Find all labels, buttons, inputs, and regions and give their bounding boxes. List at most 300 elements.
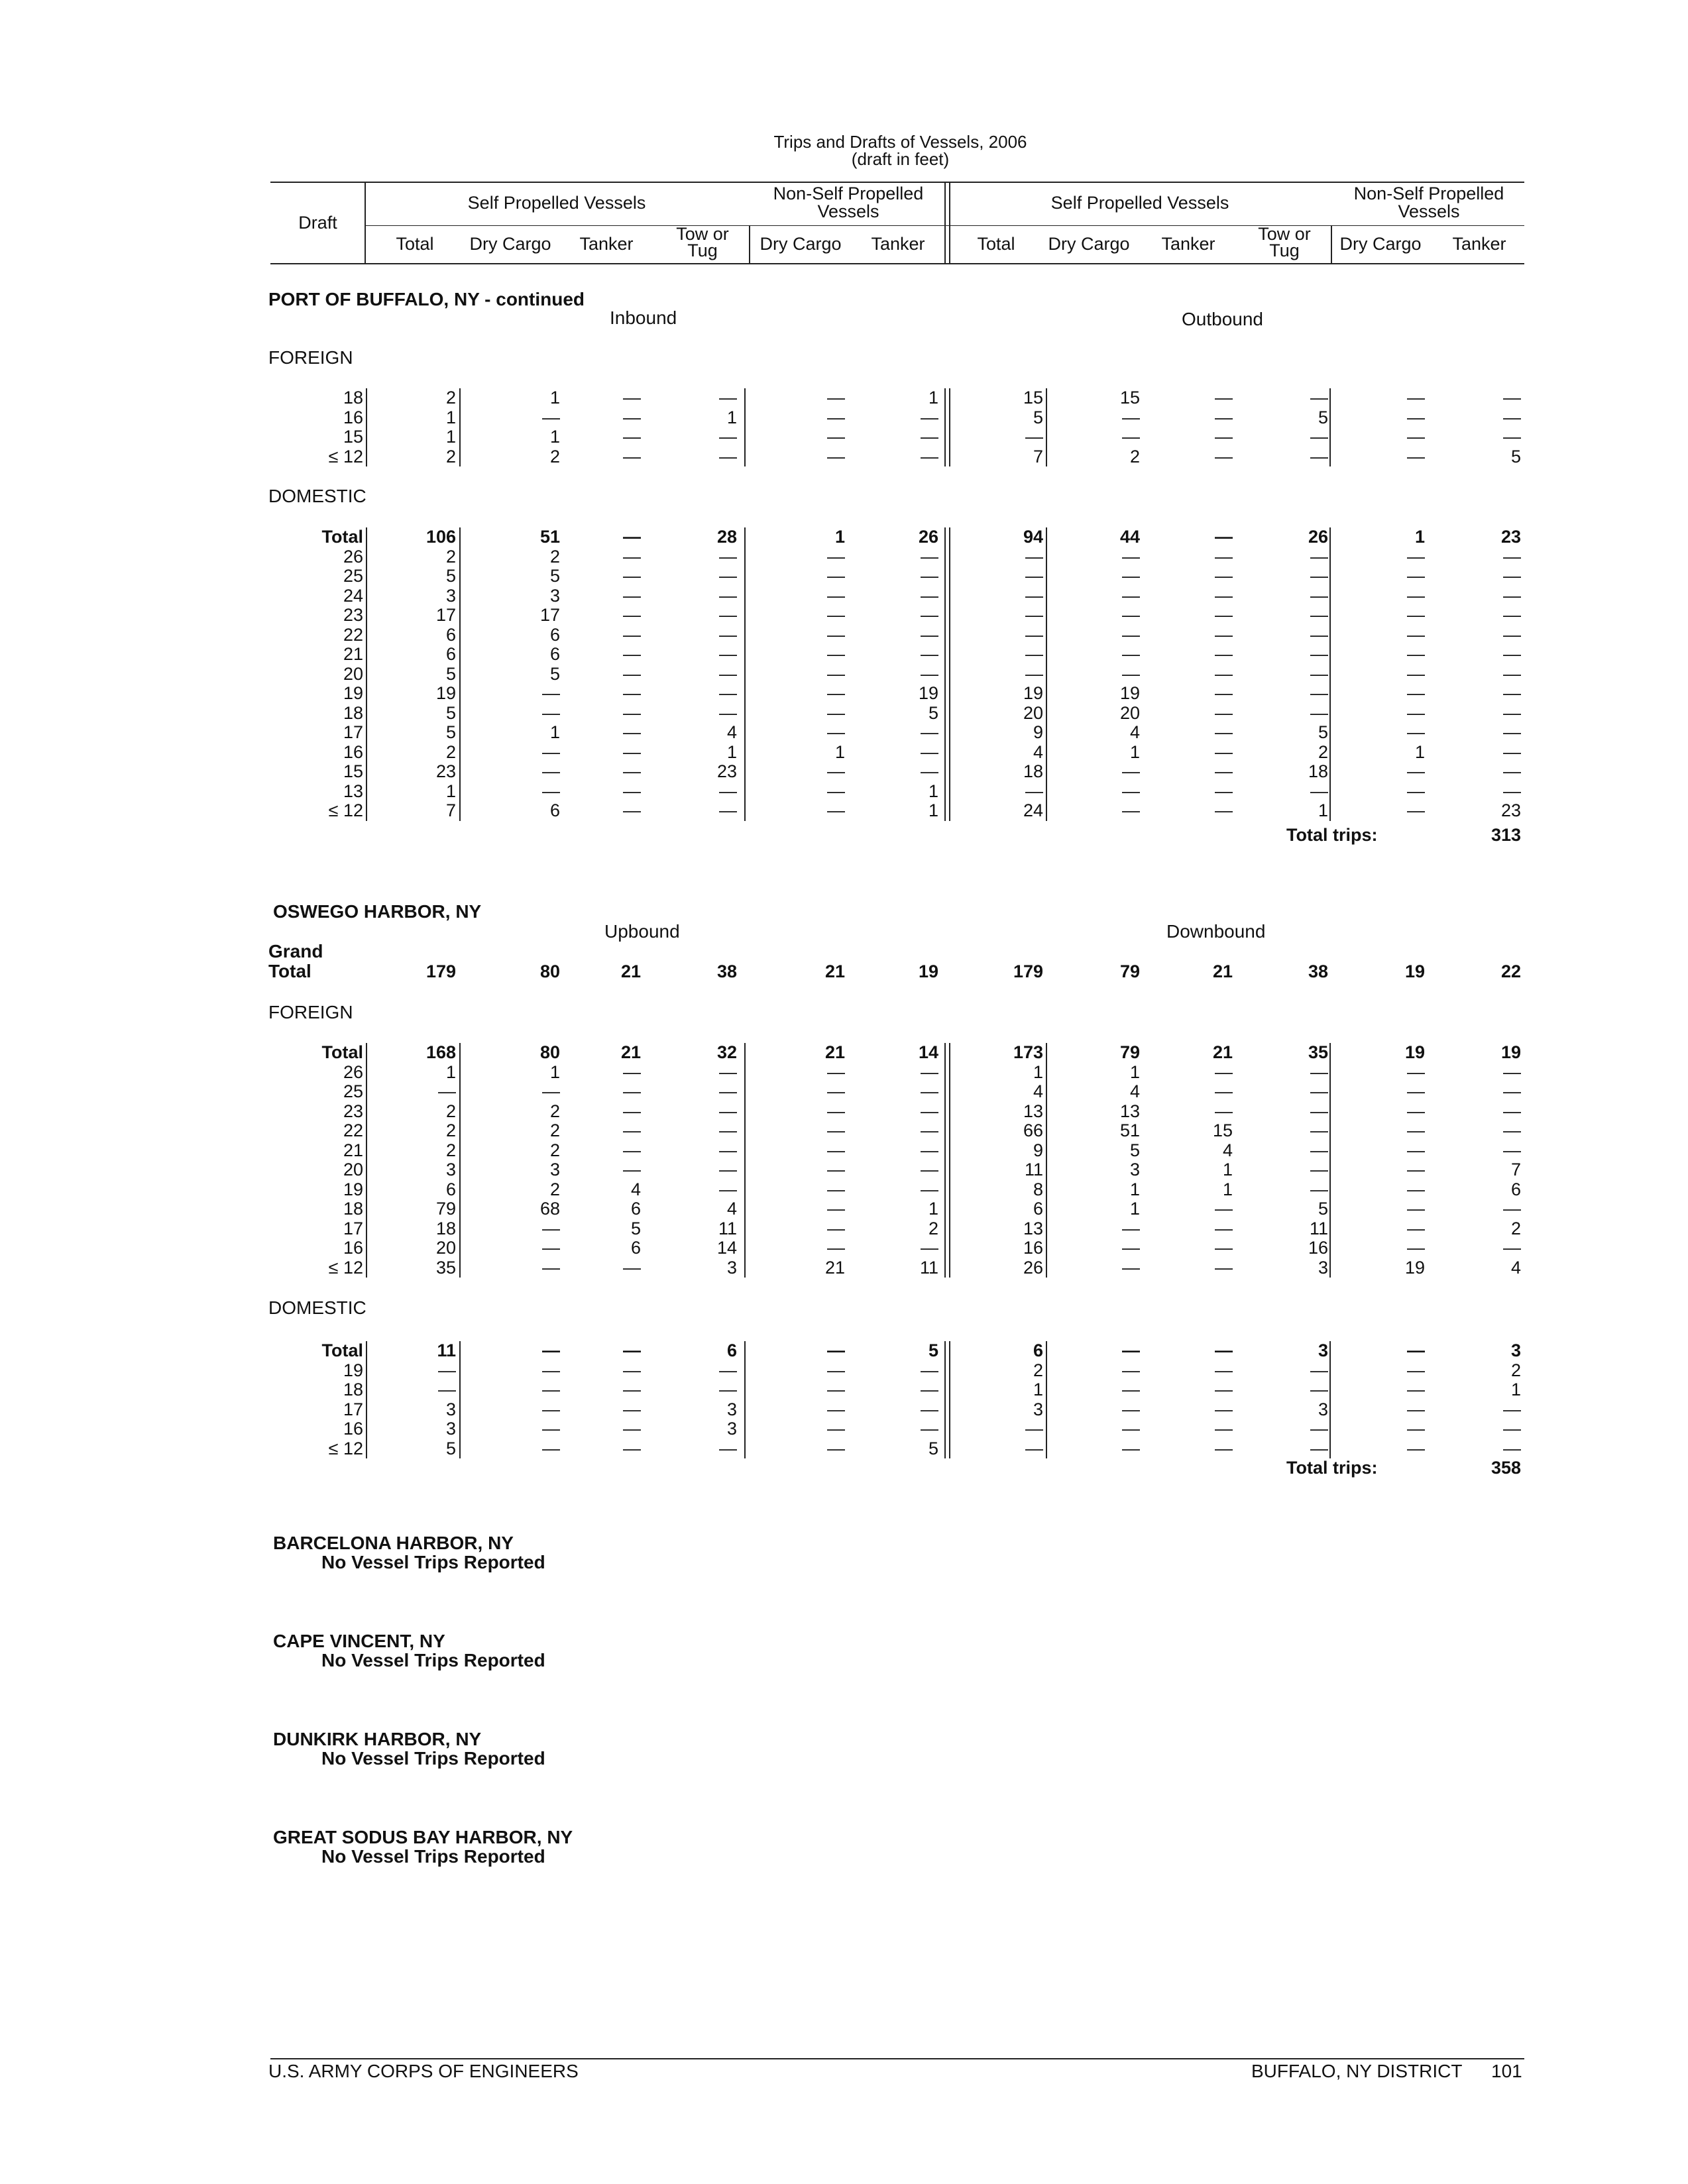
value-cell: 15 [1212,1120,1233,1140]
table-row [0,1258,1688,1278]
value-cell: — [921,1160,938,1179]
value-cell: — [1407,1101,1425,1121]
value-cell: 6 [445,644,456,664]
value-cell: 1 [445,1062,456,1082]
oswego-foreign-separator [1329,1043,1331,1278]
value-cell: — [827,781,845,801]
value-cell: — [438,1360,456,1380]
value-cell: — [623,683,641,703]
value-cell: 2 [445,388,456,408]
value-cell: — [1407,427,1425,447]
value-cell: 1 [445,781,456,801]
value-cell: 3 [445,1160,456,1179]
draft-cell: 15 [343,761,363,781]
value-cell: — [1407,1340,1425,1360]
value-cell: — [1407,566,1425,586]
draft-cell: 22 [343,1120,363,1140]
value-cell: — [1122,663,1140,684]
value-cell: — [1215,761,1233,781]
header-top-rule [270,182,1524,183]
footer-rule [270,2058,1524,2059]
value-cell: — [623,761,641,781]
table-row [0,704,1688,723]
value-cell: — [1407,683,1425,703]
value-cell: — [1407,1380,1425,1399]
draft-cell: 23 [343,605,363,625]
value-cell: 23 [716,761,737,781]
value-cell: 1 [834,527,845,547]
value-cell: 2 [549,446,560,466]
value-cell: — [827,566,845,586]
value-cell: — [719,1179,737,1199]
value-cell: 26 [1023,1257,1043,1278]
buffalo-foreign-separator [459,388,461,466]
value-cell: — [827,1238,845,1258]
value-cell: 1 [1222,1179,1233,1199]
value-cell: — [1215,800,1233,820]
value-cell: 6 [1033,1199,1043,1219]
draft-cell: 18 [343,702,363,723]
value-cell: — [827,1360,845,1380]
value-cell: — [827,446,845,466]
value-cell: — [1310,1120,1328,1140]
oswego-grand-label-1: Grand [268,941,323,961]
buffalo-total-trips-value: 313 [1491,825,1521,845]
value-cell: — [1407,781,1425,801]
table-row [0,606,1688,625]
value-cell: — [1122,1360,1140,1380]
value-cell: 16 [1023,1238,1043,1258]
value-cell: — [542,1218,560,1238]
value-cell: — [719,800,737,820]
value-cell: 17 [435,605,456,625]
draft-cell: 17 [343,722,363,742]
value-cell: 6 [549,800,560,820]
value-cell: — [1215,1419,1233,1439]
value-cell: — [1215,585,1233,606]
draft-cell: 21 [343,644,363,664]
value-cell: — [1407,388,1425,408]
value-cell: 2 [549,546,560,567]
value-cell: 2 [445,1120,456,1140]
oswego-upbound-label: Upbound [604,921,680,942]
value-cell: — [719,388,737,408]
value-cell: — [719,1380,737,1399]
value-cell: — [1215,1101,1233,1121]
value-cell: 5 [1318,722,1328,742]
table-row [0,801,1688,820]
table-row [0,1419,1688,1439]
value-cell: — [623,446,641,466]
value-cell: 4 [726,722,737,742]
value-cell: — [623,388,641,408]
value-cell: 6 [549,624,560,645]
value-cell: — [542,741,560,762]
table-row [0,567,1688,586]
value-cell: — [1407,1218,1425,1238]
column-header: Tow or Tug [1258,224,1311,260]
draft-cell: 25 [343,1081,363,1101]
value-cell: — [921,1360,938,1380]
value-cell: — [623,1257,641,1278]
value-cell: 19 [1404,1257,1425,1278]
value-cell: — [827,1399,845,1419]
value-cell: — [1122,1340,1140,1360]
value-cell: — [921,1179,938,1199]
footer-left: U.S. ARMY CORPS OF ENGINEERS [268,2061,579,2081]
value-cell: — [719,624,737,645]
value-cell: 11 [919,1257,938,1278]
value-cell: — [623,407,641,427]
value-cell: 80 [539,1042,560,1062]
value-cell: 79 [1119,1042,1140,1062]
value-cell: — [623,427,641,447]
value-cell: 6 [726,1340,737,1360]
value-cell: — [1122,781,1140,801]
value-cell: — [1215,1218,1233,1238]
table-row [0,743,1688,762]
table-row [0,1160,1688,1179]
draft-cell: 16 [343,1419,363,1439]
value-cell: — [1122,427,1140,447]
column-header: Tanker [1452,234,1506,254]
value-cell: 106 [425,527,456,547]
value-cell: — [1407,722,1425,742]
draft-cell: 20 [343,1160,363,1179]
value-cell: — [921,1062,938,1082]
value-cell: 35 [435,1257,456,1278]
value-cell: 21 [824,1257,845,1278]
value-cell: — [1215,446,1233,466]
value-cell: — [921,546,938,567]
buffalo-foreign-label: FOREIGN [268,347,353,368]
value-cell: — [921,1399,938,1419]
value-cell: — [1215,1438,1233,1458]
value-cell: 1 [1414,741,1425,762]
value-cell: 2 [1033,1360,1043,1380]
value-cell: — [623,1101,641,1121]
harbor-status-cape-vincent: No Vessel Trips Reported [321,1650,545,1670]
value-cell: — [623,644,641,664]
value-cell: — [719,644,737,664]
value-cell: — [1310,585,1328,606]
value-cell: — [1215,1062,1233,1082]
value-cell: 1 [549,388,560,408]
oswego-domestic-separator [459,1341,461,1458]
value-cell: — [542,1399,560,1419]
value-cell: 68 [539,1199,560,1219]
value-cell: — [1310,1360,1328,1380]
value-cell: 4 [630,1179,641,1199]
value-cell: — [1310,1081,1328,1101]
value-cell: — [1122,566,1140,586]
table-row [0,1361,1688,1380]
value-cell: — [719,605,737,625]
value-cell: 1 [549,427,560,447]
value-cell: — [719,1120,737,1140]
value-cell: — [1503,407,1521,427]
draft-cell: 19 [343,683,363,703]
draft-cell: 13 [343,781,363,801]
oswego-domestic-separator [1046,1341,1047,1458]
value-cell: — [921,624,938,645]
value-cell: — [1215,741,1233,762]
value-cell: — [1122,1438,1140,1458]
value-cell: 7 [1510,1160,1521,1179]
value-cell: — [438,1081,456,1101]
value-cell: — [1215,546,1233,567]
header-bottom-rule [270,263,1524,264]
value-cell: — [827,427,845,447]
value-cell: — [1407,546,1425,567]
page-number: 101 [1491,2061,1522,2081]
value-cell: 7 [1033,446,1043,466]
value-cell: — [1503,702,1521,723]
value-cell: 4 [726,1199,737,1219]
oswego-domestic-label: DOMESTIC [268,1297,366,1318]
value-cell: — [623,1062,641,1082]
value-cell: 3 [1510,1340,1521,1360]
value-cell: — [1407,1360,1425,1380]
value-cell: — [921,427,938,447]
value-cell: — [542,1238,560,1258]
value-cell: — [827,388,845,408]
draft-cell: 16 [343,407,363,427]
value-cell: — [719,427,737,447]
value-cell: — [1407,446,1425,466]
table-row [0,1199,1688,1219]
table-row [0,1043,1688,1062]
header-draft: Draft [298,213,337,233]
value-cell: 1 [1318,800,1328,820]
value-cell: — [623,624,641,645]
value-cell: — [827,407,845,427]
value-cell: — [921,605,938,625]
value-cell: — [1503,624,1521,645]
value-cell: — [1310,427,1328,447]
value-cell: — [623,585,641,606]
value-cell: 20 [435,1238,456,1258]
buffalo-domestic-separator [944,527,950,821]
value-cell: — [719,1438,737,1458]
table-row [0,665,1688,684]
value-cell: 24 [1023,800,1043,820]
draft-cell: 25 [343,566,363,586]
value-cell: 5 [1318,407,1328,427]
value-cell: 6 [445,624,456,645]
value-cell: — [1503,1140,1521,1160]
value-cell: — [1503,585,1521,606]
value-cell: 168 [425,1042,456,1062]
column-header: Dry Cargo [469,234,551,254]
value-cell: — [623,1081,641,1101]
value-cell: — [1407,702,1425,723]
value-cell: — [1407,585,1425,606]
oswego-foreign-separator [459,1043,461,1278]
oswego-total-trips-value: 358 [1491,1458,1521,1478]
value-cell: 2 [445,1140,456,1160]
value-cell: 3 [726,1257,737,1278]
value-cell: 1 [1222,1160,1233,1179]
value-cell: — [1407,1140,1425,1160]
value-cell: — [921,1380,938,1399]
table-row [0,1141,1688,1160]
value-cell: — [1215,527,1233,547]
value-cell: — [827,800,845,820]
value-cell: 2 [445,446,456,466]
value-cell: 4 [1129,722,1140,742]
column-header: Dry Cargo [1339,234,1422,254]
oswego-foreign-separator-draft [366,1043,367,1278]
value-cell: — [1310,1380,1328,1399]
value-cell: — [921,1238,938,1258]
value-cell: — [623,1120,641,1140]
table-row [0,547,1688,567]
value-cell: — [1407,644,1425,664]
value-cell: 79 [435,1199,456,1219]
draft-cell: 17 [343,1399,363,1419]
value-cell: 2 [445,546,456,567]
value-cell: 179 [425,961,456,981]
value-cell: — [719,1101,737,1121]
value-cell: 2 [1129,446,1140,466]
value-cell: — [827,1081,845,1101]
header-spv-left: Self Propelled Vessels [467,193,646,213]
value-cell: — [1407,1062,1425,1082]
value-cell: 18 [1023,761,1043,781]
value-cell: — [921,741,938,762]
value-cell: — [719,1140,737,1160]
value-cell: — [1215,427,1233,447]
value-cell: 3 [445,1399,456,1419]
value-cell: — [921,446,938,466]
value-cell: — [1215,407,1233,427]
value-cell: 16 [1308,1238,1328,1258]
value-cell: — [623,741,641,762]
value-cell: — [542,1419,560,1439]
value-cell: 1 [549,1062,560,1082]
column-header: Tanker [871,234,925,254]
oswego-grand-label-2: Total [268,961,311,981]
value-cell: — [1407,1081,1425,1101]
value-cell: — [921,663,938,684]
harbor-name-cape-vincent: CAPE VINCENT, NY [273,1631,445,1651]
value-cell: — [1215,781,1233,801]
value-cell: — [1503,1120,1521,1140]
buffalo-domestic-separator [744,527,746,821]
value-cell: — [1122,407,1140,427]
value-cell: — [1215,566,1233,586]
value-cell: — [921,1101,938,1121]
value-cell: — [827,663,845,684]
value-cell: — [1407,1238,1425,1258]
value-cell: — [623,1399,641,1419]
value-cell: — [719,1062,737,1082]
value-cell: — [1407,1399,1425,1419]
value-cell: 1 [445,407,456,427]
value-cell: 3 [1318,1399,1328,1419]
value-cell: 22 [1500,961,1521,981]
value-cell: 2 [1318,741,1328,762]
value-cell: — [921,722,938,742]
value-cell: — [719,781,737,801]
value-cell: 38 [716,961,737,981]
value-cell: — [542,1438,560,1458]
column-header: Tanker [1161,234,1215,254]
value-cell: — [623,1140,641,1160]
value-cell: — [827,605,845,625]
value-cell: — [1503,1399,1521,1419]
value-cell: 3 [726,1419,737,1439]
value-cell: — [1503,683,1521,703]
value-cell: — [719,1360,737,1380]
header-nspv-right: Non-Self Propelled Vessels [1353,184,1504,221]
value-cell: — [827,1179,845,1199]
value-cell: — [1025,585,1043,606]
harbor-status-great-sodus: No Vessel Trips Reported [321,1846,545,1867]
value-cell: 26 [1308,527,1328,547]
value-cell: 26 [918,527,938,547]
value-cell: — [1503,1238,1521,1258]
value-cell: 3 [549,1160,560,1179]
value-cell: — [1025,1438,1043,1458]
value-cell: — [1025,546,1043,567]
value-cell: — [1310,1160,1328,1179]
value-cell: 5 [1129,1140,1140,1160]
value-cell: — [827,624,845,645]
column-header: Total [396,234,434,254]
value-cell: 5 [445,722,456,742]
value-cell: — [921,407,938,427]
value-cell: — [1310,644,1328,664]
value-cell: — [1310,546,1328,567]
value-cell: 17 [539,605,560,625]
value-cell: 66 [1023,1120,1043,1140]
table-row [0,684,1688,703]
value-cell: — [623,546,641,567]
value-cell: — [1310,566,1328,586]
value-cell: — [1215,702,1233,723]
value-cell: 9 [1033,1140,1043,1160]
draft-cell: 24 [343,585,363,606]
draft-cell: ≤ 12 [328,446,363,466]
value-cell: 179 [1013,961,1043,981]
value-cell: 2 [549,1101,560,1121]
value-cell: 20 [1023,702,1043,723]
value-cell: — [1407,761,1425,781]
value-cell: 15 [1119,388,1140,408]
value-cell: — [1122,624,1140,645]
table-row [0,447,1688,466]
value-cell: 32 [716,1042,737,1062]
value-cell: 3 [1129,1160,1140,1179]
value-cell: 11 [437,1340,456,1360]
value-cell: — [623,722,641,742]
value-cell: — [1122,761,1140,781]
value-cell: — [623,605,641,625]
value-cell: — [542,761,560,781]
value-cell: — [1407,1199,1425,1219]
table-row [0,645,1688,664]
buffalo-inbound-label: Inbound [610,307,677,328]
header-nspv-left: Non-Self Propelled Vessels [773,184,924,221]
value-cell: 2 [1510,1360,1521,1380]
draft-cell: 19 [343,1360,363,1380]
value-cell: — [1310,1179,1328,1199]
value-cell: — [1310,1419,1328,1439]
value-cell: 5 [630,1218,641,1238]
value-cell: 6 [1510,1179,1521,1199]
